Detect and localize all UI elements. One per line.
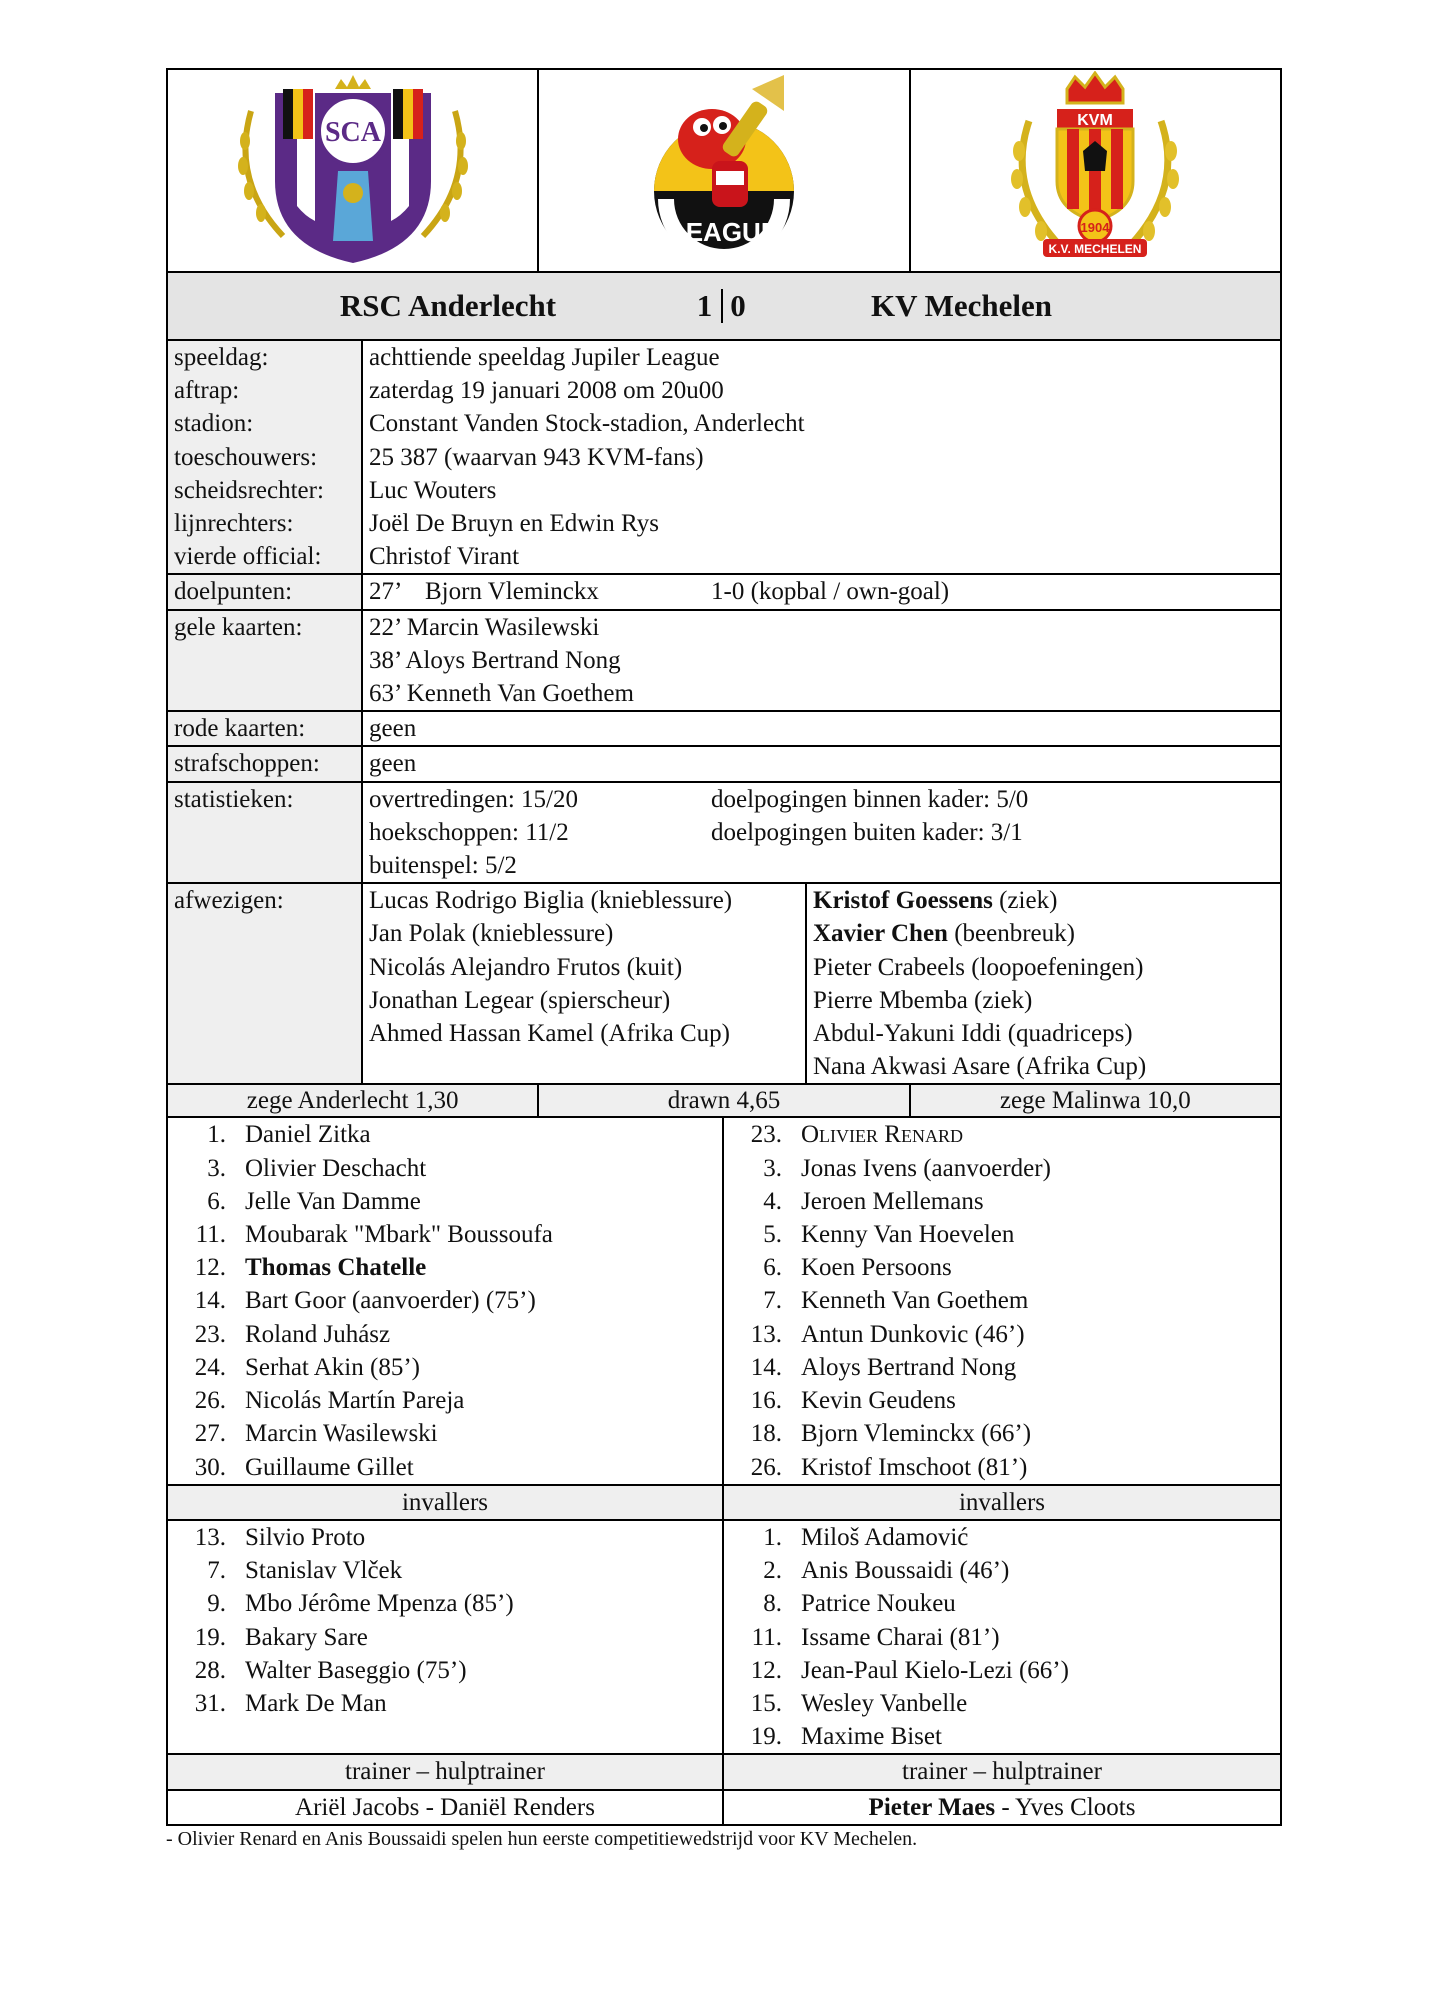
list-item bbox=[724, 1654, 1280, 1687]
penalties-label: strafschoppen: bbox=[168, 747, 363, 780]
player-name: Kenny Van Hoevelen bbox=[801, 1221, 1015, 1249]
goals-value bbox=[363, 575, 1280, 608]
shirt-number: 4. bbox=[763, 1187, 782, 1215]
info-value: 25 387 (waarvan 943 KVM-fans) bbox=[369, 443, 704, 471]
list-item bbox=[724, 1152, 1280, 1185]
list-item bbox=[168, 1521, 722, 1554]
player-name: Maxime Biset bbox=[801, 1723, 942, 1751]
away-team-name: KV Mechelen bbox=[870, 288, 1053, 323]
shirt-number: 14. bbox=[194, 1287, 226, 1315]
lineup-away bbox=[724, 1118, 1280, 1483]
shirt-number: 6. bbox=[207, 1187, 226, 1215]
info-labels bbox=[168, 341, 363, 573]
info-values bbox=[363, 341, 1280, 573]
shirt-number: 3. bbox=[763, 1154, 782, 1182]
absent-player: Jan Polak (knieblessure) bbox=[369, 920, 614, 948]
list-item bbox=[168, 1384, 722, 1417]
goal-scorer: Bjorn Vleminckx bbox=[425, 578, 599, 606]
list-item bbox=[724, 1384, 1280, 1417]
subs-header-row bbox=[166, 1486, 1282, 1521]
shirt-number: 12. bbox=[194, 1254, 226, 1282]
absent-player-name: Kristof Goessens bbox=[813, 887, 993, 915]
shirt-number: 12. bbox=[750, 1656, 782, 1684]
shirt-number: 15. bbox=[750, 1689, 782, 1717]
list-item bbox=[724, 1351, 1280, 1384]
info-label: vierde official: bbox=[174, 543, 322, 571]
info-label: stadion: bbox=[174, 410, 254, 438]
info-value: zaterdag 19 januari 2008 om 20u00 bbox=[369, 377, 724, 405]
shirt-number: 30. bbox=[194, 1453, 226, 1481]
stats-row bbox=[166, 783, 1282, 885]
shirt-number: 26. bbox=[750, 1453, 782, 1481]
home-team-name: RSC Anderlecht bbox=[339, 288, 557, 323]
absent-player: Pieter Crabeels (loopoefeningen) bbox=[813, 953, 1144, 981]
mechelen-logo-text: KVM bbox=[1077, 111, 1114, 129]
shirt-number: 6. bbox=[763, 1254, 782, 1282]
list-item bbox=[168, 1251, 722, 1284]
lineups-row bbox=[166, 1118, 1282, 1485]
player-name: Jean-Paul Kielo-Lezi (66’) bbox=[801, 1656, 1069, 1684]
info-label: lijnrechters: bbox=[174, 510, 294, 538]
logos-row bbox=[166, 68, 1282, 273]
player-name: Stanislav Vlček bbox=[245, 1557, 403, 1585]
red-cards-row bbox=[166, 712, 1282, 747]
stat-item: doelpogingen binnen kader: 5/0 bbox=[711, 785, 1029, 813]
absent-player: Jonathan Legear (spierscheur) bbox=[369, 986, 671, 1014]
player-name: Silvio Proto bbox=[245, 1523, 366, 1551]
player-name: Miloš Adamović bbox=[801, 1523, 969, 1551]
player-name: Kenneth Van Goethem bbox=[801, 1287, 1029, 1315]
goal-minute: 27’ bbox=[369, 578, 403, 606]
player-name: Aloys Bertrand Nong bbox=[801, 1353, 1017, 1381]
yellow-cards-label: gele kaarten: bbox=[168, 611, 363, 711]
absent-label: afwezigen: bbox=[168, 884, 363, 1083]
absent-player: Pierre Mbemba (ziek) bbox=[813, 986, 1033, 1014]
shirt-number: 9. bbox=[207, 1590, 226, 1618]
absent-lists bbox=[363, 884, 1280, 1083]
away-score: 0 bbox=[730, 288, 746, 323]
shirt-number: 5. bbox=[763, 1221, 782, 1249]
shirt-number: 2. bbox=[763, 1557, 782, 1585]
list-item bbox=[724, 1417, 1280, 1450]
player-name: Thomas Chatelle bbox=[245, 1254, 427, 1282]
list-item bbox=[724, 1118, 1280, 1151]
player-name: Bakary Sare bbox=[245, 1623, 368, 1651]
goal-detail: 1-0 (kopbal / own-goal) bbox=[711, 578, 950, 606]
shirt-number: 13. bbox=[194, 1523, 226, 1551]
shirt-number: 23. bbox=[194, 1320, 226, 1348]
absent-player: Nicolás Alejandro Frutos (kuit) bbox=[369, 953, 683, 981]
shirt-number: 28. bbox=[194, 1656, 226, 1684]
shirt-number: 26. bbox=[194, 1387, 226, 1415]
info-value: Luc Wouters bbox=[369, 476, 497, 504]
player-name: Roland Juhász bbox=[245, 1320, 391, 1348]
player-name: Anis Boussaidi (46’) bbox=[801, 1557, 1010, 1585]
player-name: Olivier Deschacht bbox=[245, 1154, 427, 1182]
shirt-number: 23. bbox=[750, 1121, 782, 1149]
goals-label: doelpunten: bbox=[168, 575, 363, 608]
list-item bbox=[724, 1284, 1280, 1317]
coach-row bbox=[166, 1791, 1282, 1826]
mechelen-logo-cell bbox=[911, 70, 1280, 271]
list-item bbox=[168, 1351, 722, 1384]
match-info bbox=[166, 341, 1282, 575]
shirt-number: 1. bbox=[763, 1523, 782, 1551]
list-item bbox=[724, 1587, 1280, 1620]
player-name: Nicolás Martín Pareja bbox=[245, 1387, 465, 1415]
yellow-card-item: 63’ Kenneth Van Goethem bbox=[369, 680, 634, 708]
absent-player: Ahmed Hassan Kamel (Afrika Cup) bbox=[369, 1020, 731, 1048]
stat-item: hoekschoppen: 11/2 bbox=[369, 818, 569, 846]
penalties-value: geen bbox=[369, 750, 417, 778]
list-item bbox=[724, 1521, 1280, 1554]
absent-player: Lucas Rodrigo Biglia (knieblessure) bbox=[369, 887, 733, 915]
anderlecht-logo bbox=[223, 71, 483, 271]
player-name: Kristof Imschoot (81’) bbox=[801, 1453, 1028, 1481]
info-label: toeschouwers: bbox=[174, 443, 318, 471]
stat-item: overtredingen: 15/20 bbox=[369, 785, 578, 813]
list-item bbox=[168, 1417, 722, 1450]
list-item bbox=[724, 1251, 1280, 1284]
info-label: speeldag: bbox=[174, 344, 269, 371]
yellow-card-item: 22’ Marcin Wasilewski bbox=[369, 613, 600, 641]
shirt-number: 8. bbox=[763, 1590, 782, 1618]
info-label: scheidsrechter: bbox=[174, 476, 324, 504]
list-item bbox=[724, 1451, 1280, 1484]
player-name: Serhat Akin (85’) bbox=[245, 1353, 420, 1381]
list-item bbox=[168, 1118, 722, 1151]
info-value: achttiende speeldag Jupiler League bbox=[369, 344, 720, 371]
shirt-number: 14. bbox=[750, 1353, 782, 1381]
player-name: Antun Dunkovic (46’) bbox=[801, 1320, 1025, 1348]
subs-away bbox=[724, 1521, 1280, 1753]
absent-player-note: (beenbreuk) bbox=[947, 920, 1075, 948]
anderlecht-logo-cell bbox=[168, 70, 539, 271]
player-name: Daniel Zitka bbox=[245, 1121, 371, 1149]
subs-header-home: invallers bbox=[168, 1486, 724, 1519]
player-name: Bjorn Vleminckx (66’) bbox=[801, 1420, 1032, 1448]
player-name: Jeroen Mellemans bbox=[801, 1187, 984, 1215]
mechelen-logo bbox=[995, 71, 1195, 271]
list-item bbox=[168, 1554, 722, 1587]
absent-away-list bbox=[807, 884, 1280, 1083]
coach-away-assistant: - Yves Cloots bbox=[995, 1793, 1136, 1821]
list-item bbox=[168, 1318, 722, 1351]
penalties-row bbox=[166, 747, 1282, 782]
odds-draw: drawn 4,65 bbox=[539, 1085, 910, 1116]
player-name: Moubarak "Mbark" Boussoufa bbox=[245, 1221, 553, 1249]
stat-item: doelpogingen buiten kader: 3/1 bbox=[711, 818, 1023, 846]
player-name: Jonas Ivens (aanvoerder) bbox=[801, 1154, 1051, 1182]
absent-player-name: Xavier Chen bbox=[813, 920, 948, 948]
list-item bbox=[168, 1451, 722, 1484]
coach-header-away: trainer – hulptrainer bbox=[724, 1755, 1280, 1788]
coach-header-home: trainer – hulptrainer bbox=[168, 1755, 724, 1788]
home-score: 1 bbox=[696, 288, 713, 323]
subs-row bbox=[166, 1521, 1282, 1755]
subs-header-away: invallers bbox=[724, 1486, 1280, 1519]
player-name: Walter Baseggio (75’) bbox=[245, 1656, 467, 1684]
player-name: Issame Charai (81’) bbox=[801, 1623, 1000, 1651]
list-item bbox=[724, 1185, 1280, 1218]
absent-player-note: (ziek) bbox=[992, 887, 1058, 915]
info-value: Constant Vanden Stock-stadion, Anderlecht bbox=[369, 410, 805, 438]
list-item bbox=[724, 1687, 1280, 1720]
odds-away: zege Malinwa 10,0 bbox=[911, 1085, 1280, 1116]
shirt-number: 16. bbox=[750, 1387, 782, 1415]
player-name: Guillaume Gillet bbox=[245, 1453, 414, 1481]
shirt-number: 27. bbox=[194, 1420, 226, 1448]
absent-player bbox=[813, 917, 1280, 950]
list-item bbox=[168, 1218, 722, 1251]
shirt-number: 13. bbox=[750, 1320, 782, 1348]
list-item bbox=[168, 1152, 722, 1185]
info-value: Christof Virant bbox=[369, 543, 520, 571]
list-item bbox=[168, 1654, 722, 1687]
absent-player bbox=[813, 884, 1280, 917]
player-name: Bart Goor (aanvoerder) (75’) bbox=[245, 1287, 536, 1315]
stats-grid bbox=[363, 783, 1280, 883]
list-item bbox=[724, 1218, 1280, 1251]
coach-header-row bbox=[166, 1755, 1282, 1790]
player-name: Kevin Geudens bbox=[801, 1387, 956, 1415]
match-sheet bbox=[166, 68, 1282, 1826]
shirt-number: 24. bbox=[194, 1353, 226, 1381]
odds-row bbox=[166, 1085, 1282, 1118]
score-row bbox=[166, 273, 1282, 341]
player-name: Koen Persoons bbox=[801, 1254, 952, 1282]
list-item bbox=[168, 1621, 722, 1654]
list-item bbox=[168, 1587, 722, 1620]
absent-player: Abdul-Yakuni Iddi (quadriceps) bbox=[813, 1020, 1133, 1048]
red-cards-value: geen bbox=[369, 715, 417, 743]
list-item bbox=[168, 1284, 722, 1317]
jupiler-league-logo bbox=[624, 71, 824, 271]
shirt-number: 3. bbox=[207, 1154, 226, 1182]
list-item bbox=[168, 1185, 722, 1218]
stat-item: buitenspel: 5/2 bbox=[369, 852, 517, 880]
shirt-number: 7. bbox=[207, 1557, 226, 1585]
absent-player: Nana Akwasi Asare (Afrika Cup) bbox=[813, 1053, 1147, 1081]
shirt-number: 11. bbox=[195, 1221, 226, 1249]
coach-away bbox=[724, 1791, 1280, 1824]
yellow-card-item: 38’ Aloys Bertrand Nong bbox=[369, 646, 621, 674]
shirt-number: 1. bbox=[207, 1121, 226, 1149]
shirt-number: 31. bbox=[194, 1689, 226, 1717]
list-item bbox=[724, 1720, 1280, 1753]
mechelen-logo-banner: K.V. MECHELEN bbox=[1048, 241, 1142, 256]
player-name: Marcin Wasilewski bbox=[245, 1420, 438, 1448]
player-name: Wesley Vanbelle bbox=[801, 1689, 968, 1717]
shirt-number: 19. bbox=[194, 1623, 226, 1651]
list-item bbox=[724, 1318, 1280, 1351]
list-item bbox=[168, 1687, 722, 1720]
subs-home bbox=[168, 1521, 724, 1753]
shirt-number: 7. bbox=[763, 1287, 782, 1315]
footnote: - Olivier Renard en Anis Boussaidi spelen hun eerste competitiewedstrijd voor KV Mechelen. bbox=[166, 1828, 918, 1850]
absent-row bbox=[166, 884, 1282, 1085]
info-label: aftrap: bbox=[174, 377, 240, 405]
odds-home: zege Anderlecht 1,30 bbox=[168, 1085, 539, 1116]
goals-row bbox=[166, 575, 1282, 610]
player-name: Olivier Renard bbox=[801, 1121, 963, 1149]
player-name: Jelle Van Damme bbox=[245, 1187, 421, 1215]
absent-home-list bbox=[363, 884, 807, 1083]
player-name: Mbo Jérôme Mpenza (85’) bbox=[245, 1590, 514, 1618]
red-cards-label: rode kaarten: bbox=[168, 712, 363, 745]
yellow-cards-row bbox=[166, 611, 1282, 713]
shirt-number: 19. bbox=[750, 1723, 782, 1751]
stats-label: statistieken: bbox=[168, 783, 363, 883]
player-name: Patrice Noukeu bbox=[801, 1590, 956, 1618]
list-item bbox=[724, 1554, 1280, 1587]
player-name: Mark De Man bbox=[245, 1689, 387, 1717]
league-logo-text: LEAGUE bbox=[669, 216, 779, 247]
yellow-cards-list bbox=[363, 611, 1280, 711]
info-value: Joël De Bruyn en Edwin Rys bbox=[369, 510, 659, 538]
mechelen-logo-year: 1904 bbox=[1080, 219, 1110, 235]
stat-item bbox=[711, 849, 1280, 882]
shirt-number: 11. bbox=[751, 1623, 782, 1651]
lineup-home bbox=[168, 1118, 724, 1483]
coach-away-main: Pieter Maes bbox=[868, 1793, 996, 1821]
shirt-number: 18. bbox=[750, 1420, 782, 1448]
league-logo-cell bbox=[539, 70, 910, 271]
coach-home: Ariël Jacobs - Daniël Renders bbox=[168, 1791, 724, 1824]
anderlecht-logo-text: SCA bbox=[324, 116, 381, 148]
list-item bbox=[724, 1621, 1280, 1654]
